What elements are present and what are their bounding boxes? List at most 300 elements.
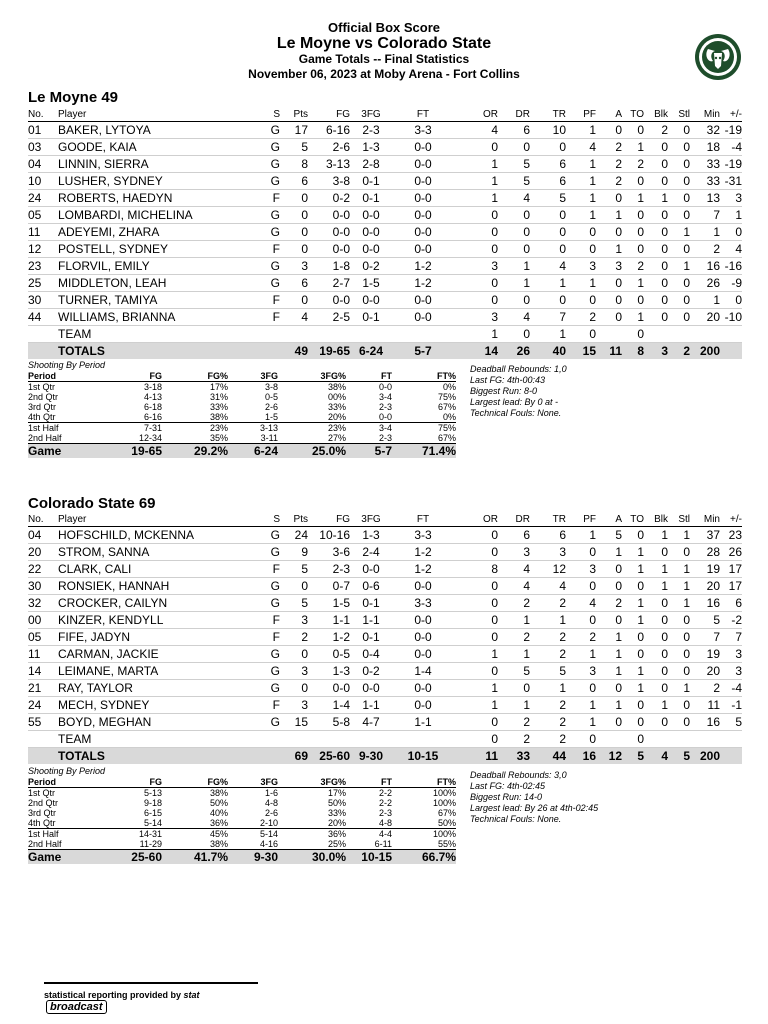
stat-cell: 0 xyxy=(280,224,308,241)
game-note: Technical Fouls: None. xyxy=(470,408,562,418)
column-header: FT xyxy=(392,513,454,527)
half-cell: 23% xyxy=(162,423,228,434)
totals-cell: 4 xyxy=(644,748,668,765)
team1-title: Le Moyne 49 xyxy=(28,89,119,106)
stat-cell: 1 xyxy=(454,646,498,663)
totals-cell: 69 xyxy=(280,748,308,765)
stat-cell: 5 xyxy=(498,173,530,190)
column-header: Min xyxy=(690,513,720,527)
totals-cell: 16 xyxy=(566,748,596,765)
stat-cell: 0-0 xyxy=(392,646,454,663)
stat-cell: -31 xyxy=(720,173,742,190)
player-row xyxy=(28,156,742,173)
period-table xyxy=(28,371,456,458)
totals-cell: 2 xyxy=(668,343,690,360)
game-cell: 30.0% xyxy=(278,850,346,865)
stat-cell: 0-0 xyxy=(350,207,392,224)
stat-cell: 0-2 xyxy=(350,663,392,680)
stat-cell: 0 xyxy=(644,173,668,190)
stat-cell: 0 xyxy=(622,578,644,595)
period-cell: 67% xyxy=(437,808,456,818)
period-cell: 33% xyxy=(327,402,346,412)
totals-cell: 5 xyxy=(668,748,690,765)
stat-cell: 0 xyxy=(668,173,690,190)
stat-cell: 1 xyxy=(454,326,498,343)
stat-cell: 3 xyxy=(720,190,742,207)
stat-cell: 3 xyxy=(280,697,308,714)
date-venue: November 06, 2023 at Moby Arena - Fort Collins xyxy=(248,67,520,81)
stat-cell: 0 xyxy=(566,731,596,748)
period-column-header: FG% xyxy=(162,777,228,788)
stat-cell: 0 xyxy=(280,190,308,207)
stat-cell: 0 xyxy=(566,241,596,258)
half-cell: 1st Half xyxy=(28,423,98,434)
column-header: TR xyxy=(530,108,566,122)
stat-cell: 1 xyxy=(498,275,530,292)
period-row xyxy=(28,788,456,799)
stat-cell: 00 xyxy=(28,612,58,629)
stat-cell: 0 xyxy=(596,578,622,595)
period-column-header: FT xyxy=(346,371,392,382)
stat-cell: 0-0 xyxy=(392,173,454,190)
game-cell: 41.7% xyxy=(162,850,228,865)
period-cell: 4th Qtr xyxy=(28,412,56,422)
stat-cell: 1 xyxy=(668,680,690,697)
stat-cell: 0 xyxy=(622,646,644,663)
stat-cell xyxy=(596,326,622,343)
stat-cell: 0 xyxy=(668,241,690,258)
stat-cell: RAY, TAYLOR xyxy=(58,680,228,697)
period-cell: 6-16 xyxy=(143,412,162,422)
stat-cell xyxy=(596,731,622,748)
stat-cell: 32 xyxy=(28,595,58,612)
period-column-header: 3FG xyxy=(228,371,278,382)
half-cell: 23% xyxy=(278,423,346,434)
stat-cell: 2 xyxy=(530,731,566,748)
period-cell: 0-0 xyxy=(378,412,392,422)
stat-cell xyxy=(350,326,392,343)
stat-cell: 1 xyxy=(530,275,566,292)
stat-cell: 6 xyxy=(530,527,566,544)
player-row xyxy=(28,139,742,156)
stat-cell: 0 xyxy=(644,224,668,241)
stat-cell: 23 xyxy=(720,527,742,544)
period-cell: 38% xyxy=(209,412,228,422)
stat-cell: 6 xyxy=(498,122,530,139)
totals-cell: 25-60 xyxy=(308,748,350,765)
period-column-header: FG% xyxy=(162,371,228,382)
stat-cell: 4 xyxy=(720,241,742,258)
stat-cell: 5 xyxy=(498,663,530,680)
stat-cell: 0 xyxy=(622,714,644,731)
period-cell: 0% xyxy=(442,382,456,392)
stat-cell: 0-0 xyxy=(350,561,392,578)
stat-cell: 0 xyxy=(454,544,498,561)
stat-cell: 55 xyxy=(28,714,58,731)
stat-cell: 0 xyxy=(644,612,668,629)
stat-cell: 0 xyxy=(454,578,498,595)
totals-cell: 5-7 xyxy=(392,343,454,360)
stat-cell: 1 xyxy=(720,207,742,224)
half-cell: 45% xyxy=(162,829,228,840)
stat-cell: MECH, SYDNEY xyxy=(58,697,228,714)
stat-cell: 0-0 xyxy=(392,612,454,629)
stat-cell: 2 xyxy=(690,241,720,258)
stat-cell xyxy=(28,326,58,343)
stat-cell: G xyxy=(228,527,280,544)
stat-cell: 0 xyxy=(644,156,668,173)
stat-cell: 0 xyxy=(644,309,668,326)
period-cell: 2-2 xyxy=(378,788,392,798)
half-cell: 55% xyxy=(437,839,456,849)
stat-cell: 0-6 xyxy=(350,578,392,595)
player-row xyxy=(28,697,742,714)
half-cell: 11-29 xyxy=(139,839,162,849)
game-cell: 9-30 xyxy=(228,850,278,865)
stat-cell: 0-4 xyxy=(350,646,392,663)
stat-cell: 1-2 xyxy=(392,258,454,275)
game-cell: 6-24 xyxy=(228,444,278,459)
half-cell: 3-11 xyxy=(260,433,278,443)
stat-cell: 1 xyxy=(644,527,668,544)
stat-cell: 1 xyxy=(644,190,668,207)
stat-cell: 1 xyxy=(668,224,690,241)
stat-cell: 20 xyxy=(690,663,720,680)
stat-cell: 0 xyxy=(644,258,668,275)
period-cell: 3-8 xyxy=(264,382,278,392)
stat-cell: 0 xyxy=(596,122,622,139)
stat-cell: 2 xyxy=(498,731,530,748)
stat-cell: 6 xyxy=(280,173,308,190)
column-header: TO xyxy=(622,108,644,122)
half-cell: 35% xyxy=(209,433,228,443)
stat-cell: 16 xyxy=(690,595,720,612)
stat-cell: 0 xyxy=(622,326,644,343)
game-note: Biggest Run: 14-0 xyxy=(470,792,543,802)
stat-cell: 1-2 xyxy=(308,629,350,646)
stat-cell: 25 xyxy=(28,275,58,292)
totals-cell: 49 xyxy=(280,343,308,360)
stat-cell: 1 xyxy=(622,309,644,326)
stat-cell: 0 xyxy=(596,275,622,292)
stat-cell: 0-0 xyxy=(392,697,454,714)
stat-cell: 0 xyxy=(622,173,644,190)
game-row xyxy=(28,850,456,865)
player-row xyxy=(28,544,742,561)
totals-cell: 26 xyxy=(498,343,530,360)
team2-notes xyxy=(470,770,598,825)
stat-cell: 0-1 xyxy=(350,173,392,190)
stat-cell: 0-0 xyxy=(350,680,392,697)
stat-cell: 3 xyxy=(566,561,596,578)
column-header: TO xyxy=(622,513,644,527)
game-note: Last FG: 4th-00:43 xyxy=(470,375,546,385)
stat-cell: 2 xyxy=(622,258,644,275)
period-row xyxy=(28,798,456,808)
stat-cell: 1 xyxy=(668,258,690,275)
stat-cell: 1 xyxy=(566,156,596,173)
column-header: Blk xyxy=(644,108,668,122)
stat-cell: 0 xyxy=(454,241,498,258)
half-cell: 12-34 xyxy=(138,433,162,443)
totals-cell: 200 xyxy=(690,748,720,765)
stat-cell: 12 xyxy=(530,561,566,578)
stat-cell: 0 xyxy=(280,680,308,697)
totals-cell: TOTALS xyxy=(58,748,228,765)
period-column-header: 3FG xyxy=(228,777,278,788)
game-cell: 19-65 xyxy=(98,444,162,459)
stat-cell: G xyxy=(228,544,280,561)
period-cell: 2nd Qtr xyxy=(28,798,59,808)
stat-cell: 0-0 xyxy=(308,680,350,697)
stat-cell: 0-0 xyxy=(392,224,454,241)
stat-cell: 0 xyxy=(668,629,690,646)
stat-cell: 2 xyxy=(280,629,308,646)
game-cell: 71.4% xyxy=(392,444,456,459)
stat-cell: 16 xyxy=(690,714,720,731)
stat-cell: 2-4 xyxy=(350,544,392,561)
stat-cell: 1 xyxy=(454,173,498,190)
stat-cell: ROBERTS, HAEDYN xyxy=(58,190,228,207)
column-header: A xyxy=(596,108,622,122)
stat-cell xyxy=(28,731,58,748)
stat-cell: 0 xyxy=(454,595,498,612)
column-header: Min xyxy=(690,108,720,122)
player-row xyxy=(28,663,742,680)
stat-cell: 1-5 xyxy=(308,595,350,612)
stat-cell: LOMBARDI, MICHELINA xyxy=(58,207,228,224)
stat-cell xyxy=(228,326,280,343)
stat-cell: 0 xyxy=(622,224,644,241)
period-cell: 31% xyxy=(209,392,228,402)
stat-cell: 7 xyxy=(530,309,566,326)
stat-cell: 0 xyxy=(622,731,644,748)
stat-cell: 1 xyxy=(668,578,690,595)
game-note: Deadball Rebounds: 3,0 xyxy=(470,770,567,780)
stat-cell: 32 xyxy=(690,122,720,139)
stat-cell: 0 xyxy=(566,578,596,595)
stat-cell xyxy=(350,731,392,748)
period-column-header: 3FG% xyxy=(278,777,346,788)
stat-cell: -9 xyxy=(720,275,742,292)
totals-cell: 11 xyxy=(454,748,498,765)
stat-cell: 0 xyxy=(668,190,690,207)
stat-cell: 21 xyxy=(28,680,58,697)
stat-cell: LUSHER, SYDNEY xyxy=(58,173,228,190)
stat-cell: 5 xyxy=(530,663,566,680)
stat-cell xyxy=(668,326,690,343)
stat-cell: 0 xyxy=(530,292,566,309)
totals-cell xyxy=(720,748,742,765)
player-row xyxy=(28,122,742,139)
stat-cell: 0 xyxy=(668,544,690,561)
stat-cell: 3-3 xyxy=(392,595,454,612)
half-cell: 5-14 xyxy=(228,829,278,840)
stat-cell: 0 xyxy=(280,241,308,258)
stat-cell: 04 xyxy=(28,527,58,544)
stat-cell: WILLIAMS, BRIANNA xyxy=(58,309,228,326)
stat-cell: 1 xyxy=(622,561,644,578)
stat-cell: -1 xyxy=(720,697,742,714)
stat-cell: 1 xyxy=(596,663,622,680)
stat-cell: 20 xyxy=(28,544,58,561)
stat-cell: 5 xyxy=(530,190,566,207)
stat-cell: 12 xyxy=(28,241,58,258)
period-cell: 2-3 xyxy=(378,808,392,818)
stat-cell: G xyxy=(228,646,280,663)
team1-notes xyxy=(470,364,567,419)
player-row xyxy=(28,612,742,629)
stat-cell: 0-2 xyxy=(308,190,350,207)
period-cell: 2-10 xyxy=(259,818,278,828)
stat-cell: 1 xyxy=(644,578,668,595)
stat-cell: G xyxy=(228,680,280,697)
column-header: Stl xyxy=(668,108,690,122)
stat-cell: F xyxy=(228,309,280,326)
stat-cell: 1 xyxy=(644,561,668,578)
stat-cell: 2 xyxy=(530,595,566,612)
stat-cell: 0 xyxy=(644,241,668,258)
stat-cell: 0-0 xyxy=(392,156,454,173)
player-row xyxy=(28,629,742,646)
stat-cell: 16 xyxy=(690,258,720,275)
column-header: DR xyxy=(498,513,530,527)
stat-cell: 0 xyxy=(644,595,668,612)
stat-cell: 20 xyxy=(690,309,720,326)
totals-cell: 5 xyxy=(622,748,644,765)
stat-cell: 0 xyxy=(454,731,498,748)
stat-cell: 24 xyxy=(28,697,58,714)
stat-cell: 0-5 xyxy=(308,646,350,663)
stat-cell: 2-6 xyxy=(308,139,350,156)
stat-cell: POSTELL, SYDNEY xyxy=(58,241,228,258)
stat-cell xyxy=(644,731,668,748)
game-cell: Game xyxy=(28,444,98,459)
game-cell: 25.0% xyxy=(278,444,346,459)
period-cell: 4-13 xyxy=(143,392,162,402)
stat-cell: 0 xyxy=(530,139,566,156)
stat-cell: 1 xyxy=(668,595,690,612)
stat-cell: 2 xyxy=(596,595,622,612)
stat-cell: 14 xyxy=(28,663,58,680)
stat-cell: 28 xyxy=(690,544,720,561)
stat-cell: 0 xyxy=(566,224,596,241)
stat-cell: 0 xyxy=(454,207,498,224)
stat-cell: 3 xyxy=(280,612,308,629)
stat-cell: 1 xyxy=(566,714,596,731)
stat-cell: 2-3 xyxy=(350,122,392,139)
stat-cell: 5 xyxy=(596,527,622,544)
stat-cell: 0 xyxy=(454,663,498,680)
stat-cell: 0 xyxy=(668,612,690,629)
totals-cell xyxy=(228,748,280,765)
column-header: No. xyxy=(28,513,58,527)
stat-cell: -2 xyxy=(720,612,742,629)
column-header: +/- xyxy=(720,513,742,527)
stat-cell: 0 xyxy=(596,224,622,241)
stat-cell: 0 xyxy=(596,680,622,697)
stat-cell: 1-2 xyxy=(392,561,454,578)
stat-cell: 0-0 xyxy=(392,292,454,309)
stat-cell: 0-0 xyxy=(350,292,392,309)
stat-cell: 2 xyxy=(566,629,596,646)
stat-cell: 1 xyxy=(566,190,596,207)
stat-cell: 2 xyxy=(498,714,530,731)
stat-cell: TEAM xyxy=(58,326,228,343)
stat-cell: G xyxy=(228,156,280,173)
stat-cell: G xyxy=(228,207,280,224)
team2-box-table xyxy=(28,513,742,764)
game-cell: 29.2% xyxy=(162,444,228,459)
period-table xyxy=(28,777,456,864)
stat-cell: 6 xyxy=(280,275,308,292)
stat-cell: 0 xyxy=(454,224,498,241)
player-row xyxy=(28,680,742,697)
half-cell: 27% xyxy=(327,433,346,443)
half-cell: 67% xyxy=(437,433,456,443)
stat-cell: F xyxy=(228,612,280,629)
period-column-header: FG xyxy=(98,777,162,788)
stat-cell: 2 xyxy=(596,156,622,173)
stat-cell: 0 xyxy=(498,207,530,224)
stat-cell: 9 xyxy=(280,544,308,561)
column-header: 3FG xyxy=(350,108,392,122)
stat-cell: F xyxy=(228,241,280,258)
stat-cell: 0 xyxy=(668,139,690,156)
period-row xyxy=(28,402,456,412)
stat-cell: CLARK, CALI xyxy=(58,561,228,578)
stat-cell: FIFE, JADYN xyxy=(58,629,228,646)
stat-cell: 1 xyxy=(454,680,498,697)
stat-cell: G xyxy=(228,595,280,612)
totals-cell: TOTALS xyxy=(58,343,228,360)
stat-cell: 1 xyxy=(566,173,596,190)
stat-cell: F xyxy=(228,561,280,578)
stat-cell: 0 xyxy=(668,309,690,326)
totals-cell: 11 xyxy=(596,343,622,360)
stat-cell: 0 xyxy=(566,292,596,309)
stat-cell: GOODE, KAIA xyxy=(58,139,228,156)
stat-cell: G xyxy=(228,578,280,595)
stat-cell xyxy=(392,326,454,343)
stat-cell xyxy=(720,731,742,748)
stat-cell: 01 xyxy=(28,122,58,139)
stat-cell: 2 xyxy=(644,122,668,139)
stat-cell: 7 xyxy=(690,207,720,224)
player-row xyxy=(28,207,742,224)
stat-cell: 4 xyxy=(498,190,530,207)
stat-cell: 1 xyxy=(622,612,644,629)
period-cell: 33% xyxy=(209,402,228,412)
stat-cell: RONSIEK, HANNAH xyxy=(58,578,228,595)
stat-cell: 1-1 xyxy=(350,697,392,714)
stat-cell: 5 xyxy=(498,156,530,173)
period-cell: 2-3 xyxy=(378,402,392,412)
player-row xyxy=(28,292,742,309)
column-header: DR xyxy=(498,108,530,122)
stat-cell: 0 xyxy=(644,275,668,292)
stat-cell: 0 xyxy=(644,544,668,561)
header-row xyxy=(28,513,742,527)
stat-cell: 0 xyxy=(280,292,308,309)
stat-cell: 0 xyxy=(644,646,668,663)
stat-cell: 0 xyxy=(668,292,690,309)
half-cell: 7-31 xyxy=(98,423,162,434)
stat-cell: 0 xyxy=(622,629,644,646)
totals-cell xyxy=(228,343,280,360)
team2-shooting-by-period xyxy=(28,766,456,864)
stat-cell: 0 xyxy=(530,241,566,258)
